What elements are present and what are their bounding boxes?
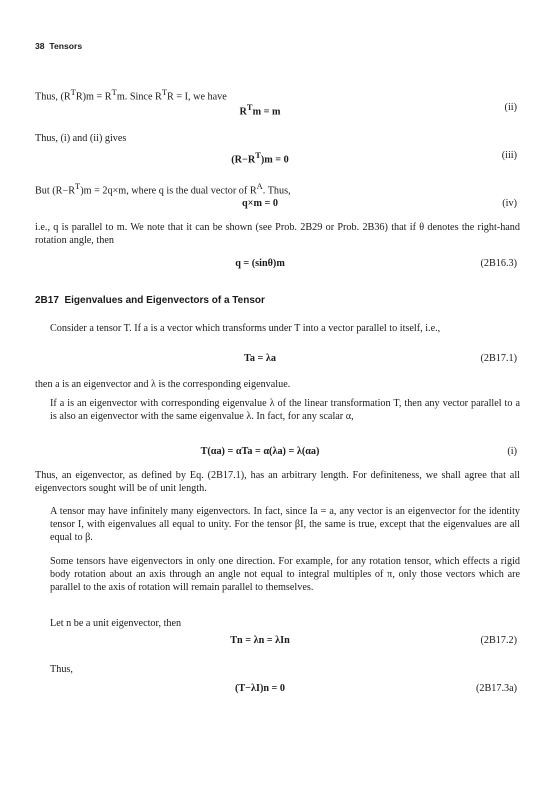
paragraph-12: Thus, [50,664,73,675]
equation-tag-iv: (iv) [502,198,517,209]
running-header [35,41,82,51]
equation-iii: $(R-R^T)m = 0$ [231,150,289,166]
paragraph-2: Thus, (i) and (ii) gives [35,133,127,144]
equation-iv: q×m = 0 [242,198,278,209]
page-number: 38 [35,41,45,51]
section-number: 2B17 [35,295,59,306]
paragraph-10: Some tensors have eigenvectors in only one direction. For example, for any rotation tensor, which effects a rigid body rotation about an axis through an angle not equal to integral multiples of π, only those vectors which are parallel to the axis of rotation will remain parallel to themselves. [50,556,520,593]
equation-2b17-2: Tn = λn = λIn [230,635,290,646]
equation-tag-iii: (iii) [501,150,517,161]
equation-tag-2b16-3: (2B16.3) [480,258,517,269]
equation-2b16-3: q = (sinθ)m [235,258,285,269]
equation-i: T(αa) = αTa = α(λa) = λ(αa) [200,446,320,457]
paragraph-6: then a is an eigenvector and λ is the corresponding eigenvalue. [35,379,291,390]
paragraph-3: But $(R-R^T)m = 2q\times m$, where q is the dual vector of $R^A$. Thus, [35,181,291,197]
equation-2b17-3a: (T−λI)n = 0 [234,683,285,694]
paragraph-5: Consider a tensor T. If a is a vector which transforms under T into a vector parallel to itself, i.e., [50,323,441,334]
running-title: Tensors [49,41,83,51]
paragraph-1: Thus, $(R^TR)m = R^Tm$. Since $R^TR = I$, we have [35,87,227,103]
paragraph-11: Let n be a unit eigenvector, then [50,618,182,629]
section-title: Eigenvalues and Eigenvectors of a Tensor [64,295,265,306]
equation-tag-2b17-1: (2B17.1) [480,353,517,364]
equation-tag-ii: (ii) [504,102,517,113]
equation-tag-i: (i) [507,446,517,457]
equation-ii: $R^Tm = m$ [239,102,281,118]
equation-tag-2b17-3a: (2B17.3a) [475,683,517,694]
equation-tag-2b17-2: (2B17.2) [480,635,517,646]
equation-2b17-1: Ta = λa [244,353,276,364]
paragraph-8: Thus, an eigenvector, as defined by Eq. (2B17.1), has an arbitrary length. For definiteness, we shall agree that all eigenvectors sought will be of unit length. [35,470,520,494]
section-heading [35,295,265,306]
paragraph-9: A tensor may have infinitely many eigenvectors. In fact, since Ia = a, any vector is an eigenvector for the identity tensor I, with eigenvalues all equal to unity. For the tensor βI, the same is true, except that the eigenvalues are all equal to β. [50,506,520,543]
paragraph-7: If a is an eigenvector with corresponding eigenvalue λ of the linear transformation T, then any vector parallel to a is also an eigenvector with the same eigenvalue λ. In fact, for any scalar α, [50,398,520,422]
paragraph-4: i.e., q is parallel to m. We note that it can be shown (see Prob. 2B29 or Prob. 2B36) that if θ denotes the right-hand rotation angle, then [35,222,520,246]
